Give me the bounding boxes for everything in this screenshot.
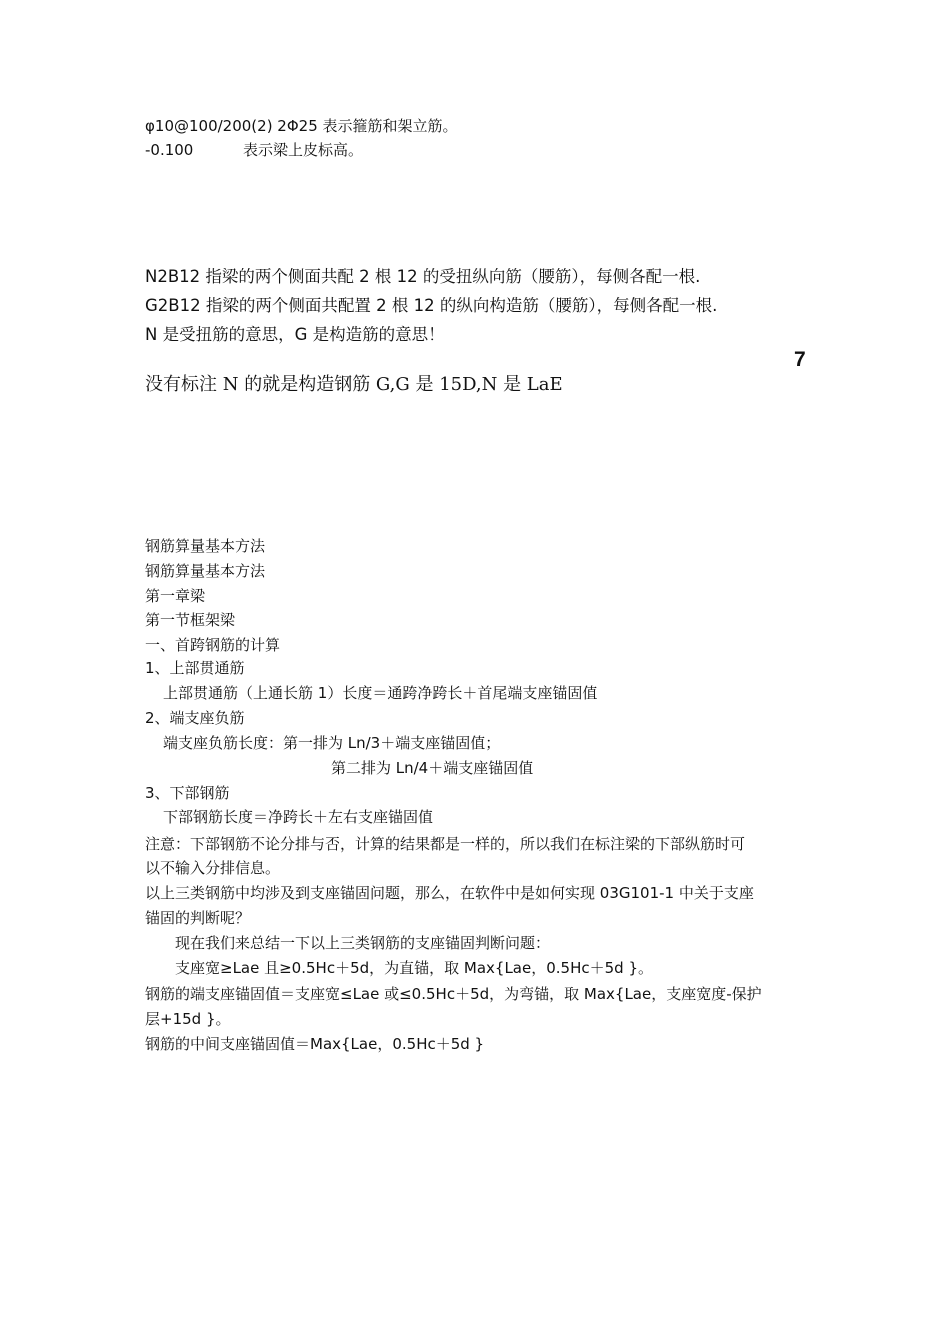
note-line-continued: 以不输入分排信息。 xyxy=(145,859,281,877)
straight-anchor-rule: 支座宽≥Lae 且≥0.5Hc＋5d，为直锚，取 Max{Lae，0.5Hc＋5d }。 xyxy=(175,959,653,977)
item2-text-second-row: 第二排为 Ln/4＋端支座锚固值 xyxy=(331,759,534,777)
unlabeled-bar-note: 没有标注 N 的就是构造钢筋 G,G 是 15D,N 是 LaE xyxy=(145,374,563,395)
end-support-anchor-rule-continued: 层+15d }。 xyxy=(145,1010,231,1028)
stirrup-note: φ10@100/200(2) 2Φ25 表示箍筋和架立筋。 xyxy=(145,117,458,135)
item2-text-first-row: 端支座负筋长度：第一排为 Ln/3＋端支座锚固值； xyxy=(163,734,501,752)
item1-heading: 1、上部贯通筋 xyxy=(145,659,245,677)
method-title: 钢筋算量基本方法 xyxy=(145,537,266,555)
note-line: 注意：下部钢筋不论分排与否，计算的结果都是一样的，所以我们在标注梁的下部纵筋时可 xyxy=(145,835,746,853)
middle-support-anchor-rule: 钢筋的中间支座锚固值＝Max{Lae，0.5Hc＋5d } xyxy=(145,1035,485,1053)
elevation-value: -0.100 xyxy=(145,141,194,159)
item1-text: 上部贯通筋（上通长筋 1）长度＝通跨净跨长＋首尾端支座锚固值 xyxy=(163,684,598,702)
end-support-anchor-rule: 钢筋的端支座锚固值＝支座宽≤Lae 或≤0.5Hc＋5d，为弯锚，取 Max{Lae，支座宽度-保护 xyxy=(145,985,762,1003)
item3-heading: 3、下部钢筋 xyxy=(145,784,230,802)
section-heading: 第一节框架梁 xyxy=(145,611,236,629)
construction-waist-bar-note: G2B12 指梁的两个侧面共配置 2 根 12 的纵向构造筋（腰筋），每侧各配一根. xyxy=(145,296,718,315)
page-number: 7 xyxy=(794,348,806,371)
chapter-heading: 第一章梁 xyxy=(145,587,206,605)
torsion-waist-bar-note: N2B12 指梁的两个侧面共配 2 根 12 的受扭纵向筋（腰筋），每侧各配一根. xyxy=(145,267,701,286)
method-title-repeat: 钢筋算量基本方法 xyxy=(145,562,266,580)
n-g-meaning-note: N 是受扭筋的意思，G 是构造筋的意思！ xyxy=(145,325,445,344)
item2-heading: 2、端支座负筋 xyxy=(145,709,245,727)
part-heading: 一、首跨钢筋的计算 xyxy=(145,636,281,654)
question-line: 以上三类钢筋中均涉及到支座锚固问题，那么，在软件中是如何实现 03G101-1 中关于支座 xyxy=(145,884,754,902)
question-line-continued: 锚固的判断呢？ xyxy=(145,909,251,927)
summary-line: 现在我们来总结一下以上三类钢筋的支座锚固判断问题： xyxy=(175,934,551,952)
elevation-description: 表示梁上皮标高。 xyxy=(243,141,364,159)
item3-text: 下部钢筋长度＝净跨长＋左右支座锚固值 xyxy=(163,808,434,826)
